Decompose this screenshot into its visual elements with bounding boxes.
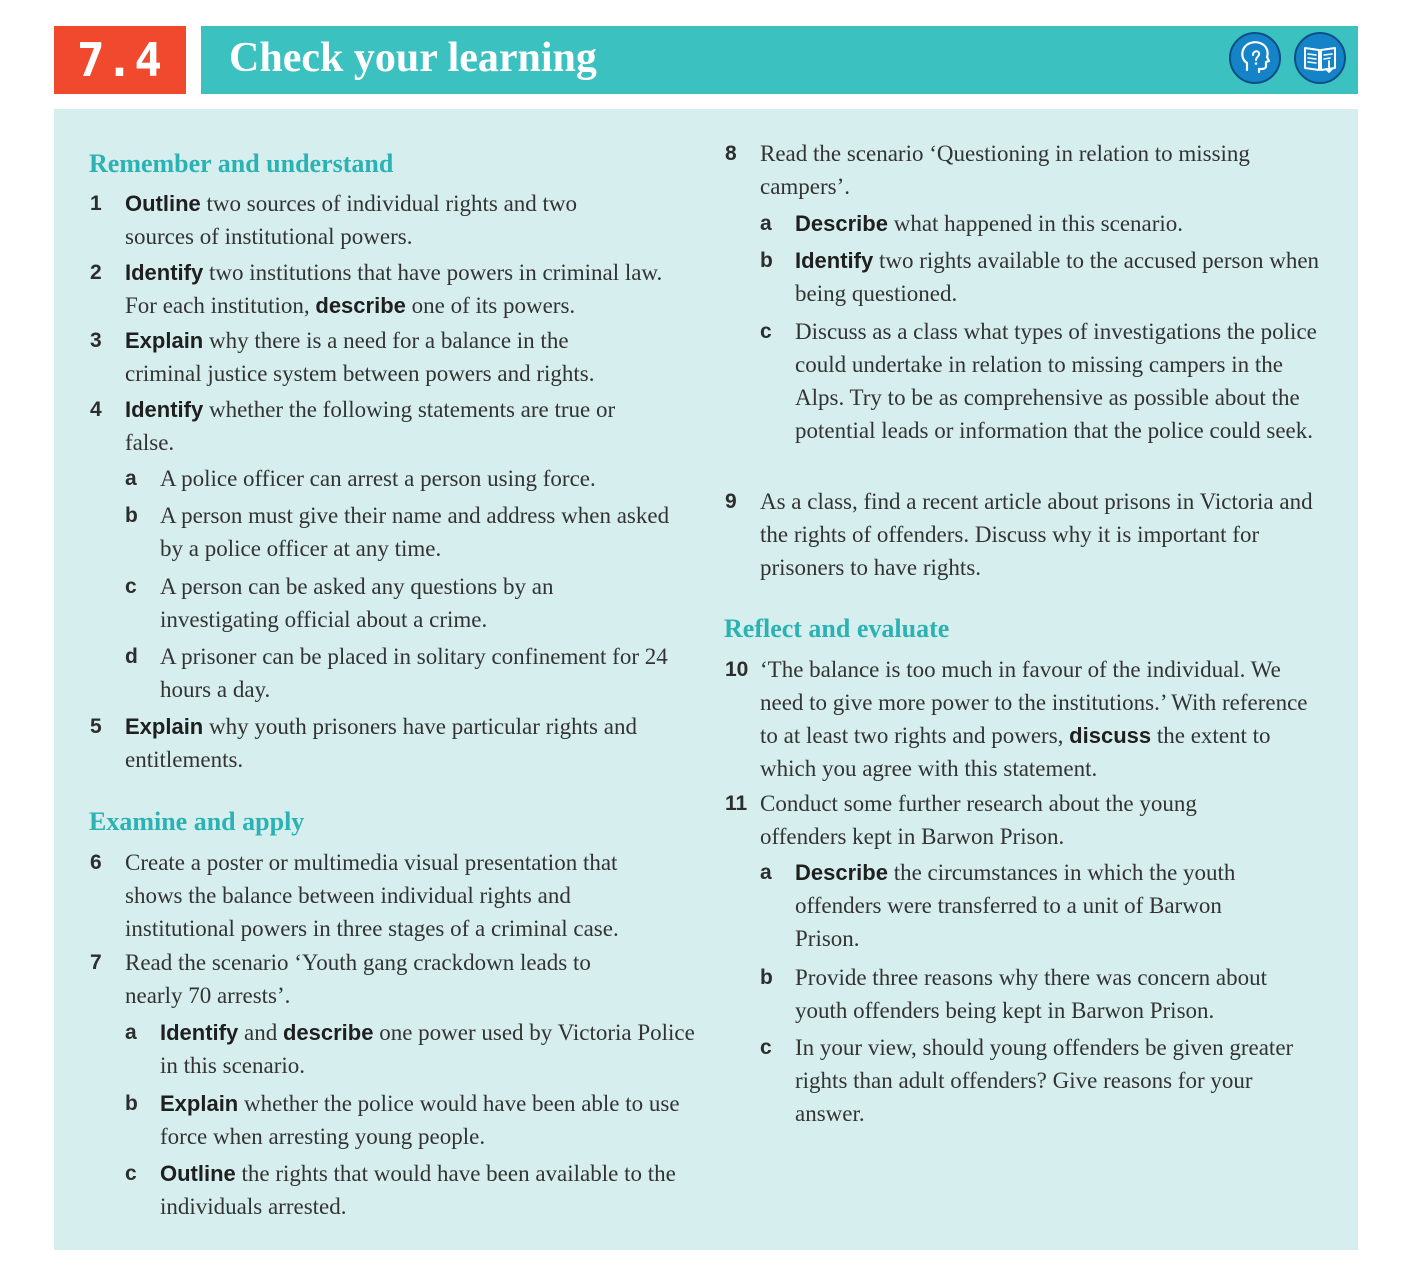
question-number: 4 — [90, 398, 102, 421]
task-verb: Explain — [125, 714, 204, 739]
question-letter: c — [760, 320, 772, 343]
question-text: whether the following statements are true or false. — [125, 397, 616, 455]
task-verb: describe — [282, 1020, 374, 1045]
task-verb: Outline — [125, 191, 201, 216]
question-8a — [760, 207, 1320, 240]
question-text: As a class, find a recent article about prisons in Victoria and the rights of offenders. Discuss why it is important for prisoners to have rights. — [760, 489, 1313, 580]
task-verb: Explain — [125, 328, 204, 353]
question-11b — [760, 961, 1325, 1027]
question-4a — [125, 462, 695, 495]
question-text: Conduct some further research about the young offenders kept in Barwon Prison. — [760, 791, 1197, 849]
question-8c — [760, 315, 1320, 447]
question-text: In your view, should young offenders be given greater rights than adult offenders? Give reasons for your answer. — [795, 1035, 1294, 1126]
question-letter: a — [760, 212, 772, 235]
question-number: 6 — [90, 851, 102, 874]
question-text: why there is a need for a balance in the criminal justice system between powers and rights. — [125, 328, 595, 386]
question-letter: c — [125, 1162, 137, 1185]
question-number: 2 — [90, 261, 102, 284]
question-text: A person can be asked any questions by an investigating official about a crime. — [160, 574, 554, 632]
question-4 — [90, 393, 660, 459]
task-verb: Identify — [125, 260, 204, 285]
question-3 — [90, 324, 650, 390]
question-text: two institutions that have powers in criminal law. For each institution, — [125, 260, 663, 318]
question-text: Create a poster or multimedia visual presentation that shows the balance between individual rights and institutional powers in three stages of a criminal case. — [125, 850, 619, 941]
question-text: one of its powers. — [405, 293, 576, 318]
question-1 — [90, 187, 590, 253]
question-text: the rights that would have been available to the individuals arrested. — [160, 1161, 676, 1219]
task-verb: Describe — [795, 860, 888, 885]
question-text: A police officer can arrest a person using force. — [160, 466, 596, 491]
section-heading: Examine and apply — [89, 807, 305, 836]
question-7 — [90, 946, 650, 1012]
question-number: 1 — [90, 192, 102, 215]
question-10 — [725, 653, 1325, 785]
task-verb: Explain — [160, 1091, 239, 1116]
question-7b — [125, 1087, 685, 1153]
task-verb: Identify — [125, 397, 204, 422]
page-title: Check your learning — [229, 35, 597, 81]
question-text: why youth prisoners have particular rights and entitlements. — [125, 714, 637, 772]
question-2 — [90, 256, 680, 322]
question-7c — [125, 1157, 705, 1223]
question-letter: b — [760, 966, 773, 989]
question-text: whether the police would have been able to use force when arresting young people. — [160, 1091, 680, 1149]
question-letter: a — [760, 861, 772, 884]
section-header — [54, 26, 1358, 94]
question-text: one power used by Victoria Police in this scenario. — [160, 1020, 695, 1078]
question-4b — [125, 499, 695, 565]
task-verb: Identify — [160, 1020, 239, 1045]
question-letter: b — [125, 1092, 138, 1115]
head-thinking-icon[interactable] — [1229, 32, 1281, 84]
question-8b — [760, 244, 1320, 310]
question-text: Provide three reasons why there was concern about youth offenders being kept in Barwon Prison. — [795, 965, 1267, 1023]
question-text: A person must give their name and address when asked by a police officer at any time. — [160, 503, 670, 561]
question-number: 10 — [725, 658, 749, 681]
question-4d — [125, 640, 690, 706]
question-text: ‘The balance is too much in favour of the individual. We need to give more power to the institutions.’ With reference to at least two rights and powers, — [760, 657, 1308, 748]
question-text: the circumstances in which the youth offenders were transferred to a unit of Barwon Prison. — [795, 860, 1236, 951]
task-verb: discuss — [1069, 723, 1152, 748]
section-number: 7.4 — [54, 26, 186, 94]
question-number: 7 — [90, 951, 102, 974]
question-text: the extent to which you agree with this statement. — [760, 723, 1271, 781]
question-7a — [125, 1016, 695, 1082]
question-number: 3 — [90, 329, 102, 352]
question-text: and — [238, 1020, 283, 1045]
question-number: 9 — [725, 490, 737, 513]
question-number: 8 — [725, 142, 737, 165]
section-heading: Remember and understand — [89, 149, 394, 178]
question-letter: c — [125, 575, 137, 598]
question-text: two sources of individual rights and two sources of institutional powers. — [125, 191, 578, 249]
question-letter: b — [760, 249, 773, 272]
questions-panel — [54, 109, 1358, 1250]
question-11 — [725, 787, 1265, 853]
question-letter: d — [125, 645, 138, 668]
task-verb: describe — [315, 293, 406, 318]
question-text: what happened in this scenario. — [887, 211, 1184, 236]
question-number: 5 — [90, 715, 102, 738]
question-letter: b — [125, 504, 138, 527]
question-letter: a — [125, 1021, 137, 1044]
question-4c — [125, 570, 655, 636]
question-6 — [90, 846, 680, 945]
question-11a — [760, 856, 1280, 955]
question-text: Read the scenario ‘Youth gang crackdown leads to nearly 70 arrests’. — [125, 950, 591, 1008]
task-verb: Outline — [160, 1161, 236, 1186]
title-bar — [201, 26, 1358, 94]
question-letter: c — [760, 1036, 772, 1059]
question-text: Read the scenario ‘Questioning in relation to missing campers’. — [760, 141, 1250, 199]
question-11c — [760, 1031, 1325, 1130]
open-book-icon[interactable] — [1294, 32, 1346, 84]
task-verb: Identify — [795, 248, 874, 273]
question-letter: a — [125, 467, 137, 490]
question-text: two rights available to the accused person when being questioned. — [795, 248, 1320, 306]
question-8 — [725, 137, 1300, 203]
question-9 — [725, 485, 1320, 584]
task-verb: Describe — [795, 211, 888, 236]
question-text: A prisoner can be placed in solitary confinement for 24 hours a day. — [160, 644, 668, 702]
question-number: 11 — [725, 792, 748, 815]
question-text: Discuss as a class what types of investigations the police could undertake in relation to missing campers in the Alps. Try to be as comprehensive as possible about the potential leads or information that the police could seek. — [795, 319, 1317, 443]
section-heading: Reflect and evaluate — [724, 614, 950, 643]
question-5 — [90, 710, 660, 776]
